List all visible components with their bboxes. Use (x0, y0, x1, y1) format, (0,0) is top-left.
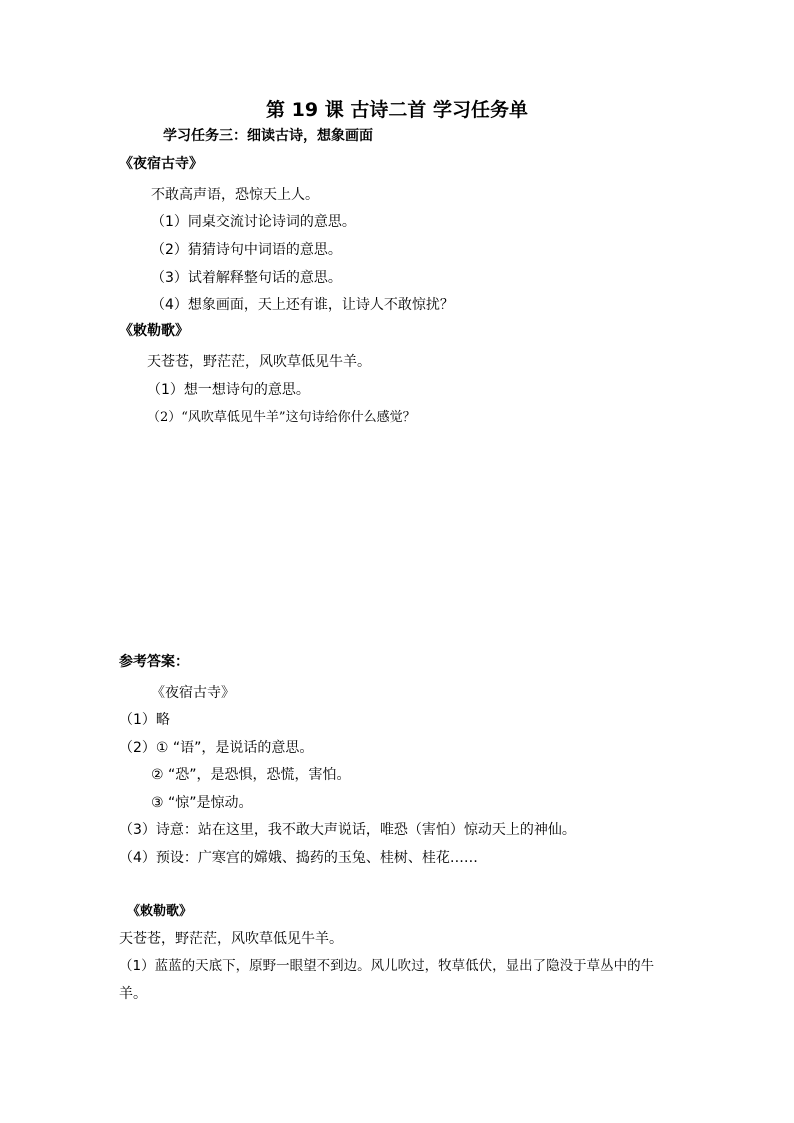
poem2-item: （2）“风吹草低见牛羊”这句诗给你什么感觉？ (147, 410, 416, 425)
answer-item: ③ “惊”是惊动。 (151, 795, 253, 811)
poem1-item: （3）试着解释整句话的意思。 (151, 270, 342, 286)
page-title: 第 19 课 古诗二首 学习任务单 (266, 99, 528, 121)
poem1-title: 《夜宿古寺》 (119, 156, 203, 172)
poem2-title: 《敕勒歌》 (119, 323, 189, 339)
answer-item: 羊。 (119, 986, 147, 1002)
answer-item: ② “恐”，是恐惧，恐慌，害怕。 (151, 767, 351, 783)
answer-item: （4）预设：广寒宫的嫦娥、捣药的玉兔、桂树、桂花…… (119, 850, 478, 866)
poem1-item: （2）猜猜诗句中词语的意思。 (151, 242, 342, 258)
answer-poem1-title: 《夜宿古寺》 (151, 685, 235, 701)
answers-heading: 参考答案： (119, 654, 189, 670)
poem1-item: （1）同桌交流讨论诗词的意思。 (151, 214, 356, 230)
answer-poem2-title: 《敕勒歌》 (127, 904, 193, 919)
poem2-line: 天苍苍，野茫茫，风吹草低见牛羊。 (147, 354, 371, 370)
task-heading: 学习任务三：细读古诗，想象画面 (163, 128, 373, 144)
answer-item: （2）① “语”，是说话的意思。 (119, 740, 314, 756)
answer-item: （3）诗意：站在这里，我不敢大声说话，唯恐（害怕）惊动天上的神仙。 (119, 822, 576, 838)
answer-poem2-line: 天苍苍，野茫茫，风吹草低见牛羊。 (119, 931, 343, 947)
answer-item: （1）略 (119, 712, 170, 728)
poem1-line: 不敢高声语，恐惊天上人。 (151, 187, 319, 203)
poem2-item: （1）想一想诗句的意思。 (147, 382, 310, 398)
poem1-item: （4）想象画面，天上还有谁，让诗人不敢惊扰？ (151, 297, 454, 313)
answer-item: （1）蓝蓝的天底下，原野一眼望不到边。风儿吹过，牧草低伏，显出了隐没于草丛中的牛 (119, 958, 655, 974)
